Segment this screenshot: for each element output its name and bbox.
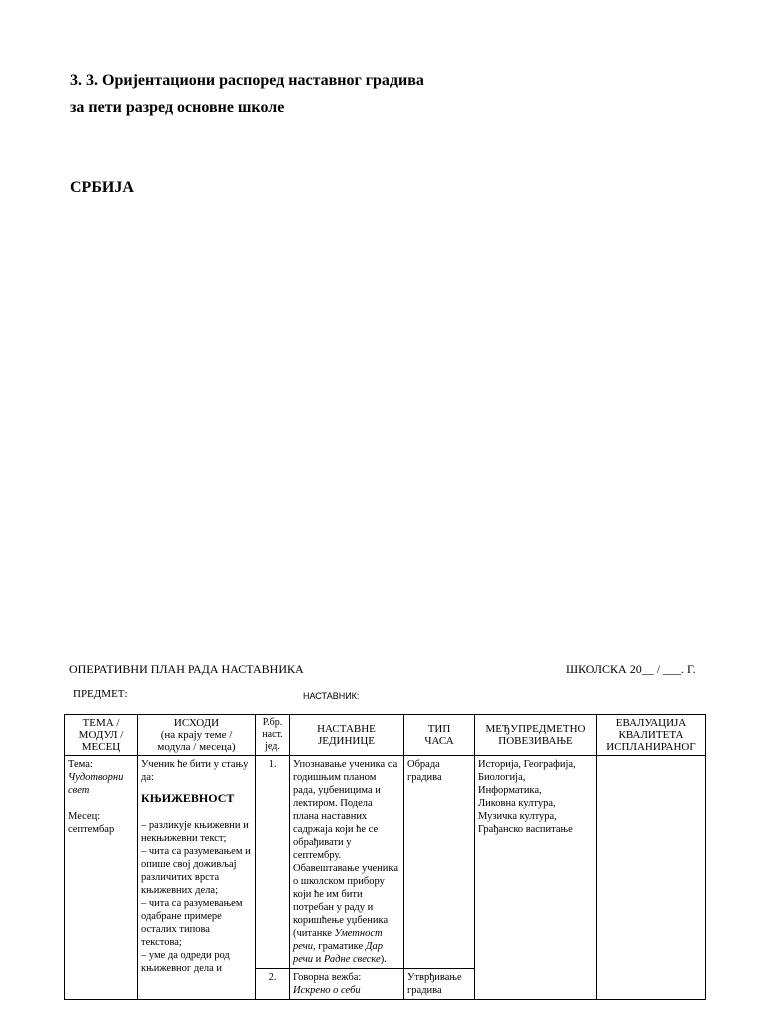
interdisciplinary-item: Биологија, bbox=[478, 772, 526, 783]
header-interdisciplinary bbox=[475, 715, 597, 756]
header-line: наст. bbox=[262, 729, 283, 740]
header-line: КВАЛИТЕТА bbox=[618, 729, 684, 741]
theme-cell bbox=[65, 756, 138, 1000]
country-heading: СРБИЈА bbox=[70, 179, 134, 196]
header-line: МЕСЕЦ bbox=[81, 741, 121, 753]
theme-label: Тема: bbox=[68, 759, 93, 770]
lesson-number: 2. bbox=[256, 969, 290, 1000]
header-line: ИСПЛАНИРАНОГ bbox=[606, 741, 696, 753]
evaluation-cell bbox=[597, 756, 706, 1000]
outcomes-cell bbox=[138, 756, 256, 1000]
lesson-number: 1. bbox=[256, 756, 290, 969]
outcomes-section: КЊИЖЕВНОСТ bbox=[141, 791, 235, 805]
section-heading-line2: за пети разред основне школе bbox=[70, 99, 285, 116]
header-evaluation bbox=[597, 715, 706, 756]
lesson-unit: Упознавање ученика са годишњим планом рада, уџбеницима и лектиром. Подела плана наставних садржаја који ће се обрађивати у септембру. Обавештавање ученика о школском прибору који ће им бити потребан у раду и коришћење уџбеника (читанке Уметност речи, граматике Дар речи и Радне свеске). bbox=[290, 756, 404, 969]
header-line: ТИП bbox=[427, 723, 451, 735]
table-row bbox=[65, 756, 706, 969]
outcome-item: – чита са разумевањем и опише свој доживљај различитих врста књижевних дела; bbox=[141, 846, 251, 896]
interdisciplinary-cell bbox=[475, 756, 597, 1000]
header-units bbox=[290, 715, 404, 756]
header-line: (на крају теме / bbox=[160, 729, 233, 741]
outcome-item: – уме да одреди род књижевног дела и bbox=[141, 950, 230, 974]
header-line: Р.бр. bbox=[262, 717, 283, 728]
header-line: ЈЕДИНИЦЕ bbox=[318, 735, 375, 747]
outcomes-intro: Ученик ће бити у стању да: bbox=[141, 759, 249, 783]
plan-title: ОПЕРАТИВНИ ПЛАН РАДА НАСТАВНИКА bbox=[69, 662, 304, 676]
teacher-label: НАСТАВНИК: bbox=[303, 691, 360, 701]
header-line: МОДУЛ / bbox=[78, 729, 124, 741]
header-line: јед. bbox=[265, 741, 280, 752]
header-line: ЧАСА bbox=[424, 735, 454, 747]
operative-plan-table bbox=[64, 714, 706, 1000]
subject-label: ПРЕДМЕТ: bbox=[73, 688, 128, 700]
lesson-type: Обрада градива bbox=[404, 756, 475, 969]
header-line: НАСТАВНЕ bbox=[317, 723, 376, 735]
table-header-row bbox=[65, 715, 706, 756]
month-label: Месец: bbox=[68, 811, 101, 822]
header-line: МЕЂУПРЕДМЕТНО bbox=[485, 723, 586, 735]
interdisciplinary-item: Ликовна култура, bbox=[478, 798, 556, 809]
interdisciplinary-item: Историја, Географија, bbox=[478, 759, 576, 770]
interdisciplinary-item: Грађанско васпитање bbox=[478, 824, 573, 835]
header-outcomes bbox=[138, 715, 256, 756]
header-line: ИСХОДИ bbox=[173, 717, 220, 729]
header-theme bbox=[65, 715, 138, 756]
lesson-type: Утврђивање градива bbox=[404, 969, 475, 1000]
school-year: ШКОЛСКА 20__ / ___. Г. bbox=[566, 662, 696, 676]
month-value: септембар bbox=[68, 824, 115, 835]
lesson-unit: Говорна вежба: Искрено о себи bbox=[290, 969, 404, 1000]
outcome-item: – разликује књижевни и некњижевни текст; bbox=[141, 820, 249, 844]
header-line: ТЕМА / bbox=[82, 717, 120, 729]
theme-name: Чудотворни свет bbox=[68, 772, 124, 796]
interdisciplinary-item: Музичка култура, bbox=[478, 811, 557, 822]
outcome-item: – чита са разумевањем одабране примере осталих типова текстова; bbox=[141, 898, 243, 948]
section-heading-line1: 3. 3. Оријентациони распоред наставног градива bbox=[70, 72, 424, 89]
interdisciplinary-item: Информатика, bbox=[478, 785, 542, 796]
header-line: ПОВЕЗИВАЊЕ bbox=[498, 735, 573, 747]
header-line: ЕВАЛУАЦИЈА bbox=[615, 717, 687, 729]
header-lesson-type bbox=[404, 715, 475, 756]
header-lesson-number bbox=[256, 715, 290, 756]
header-line: модула / месеца) bbox=[157, 741, 236, 753]
